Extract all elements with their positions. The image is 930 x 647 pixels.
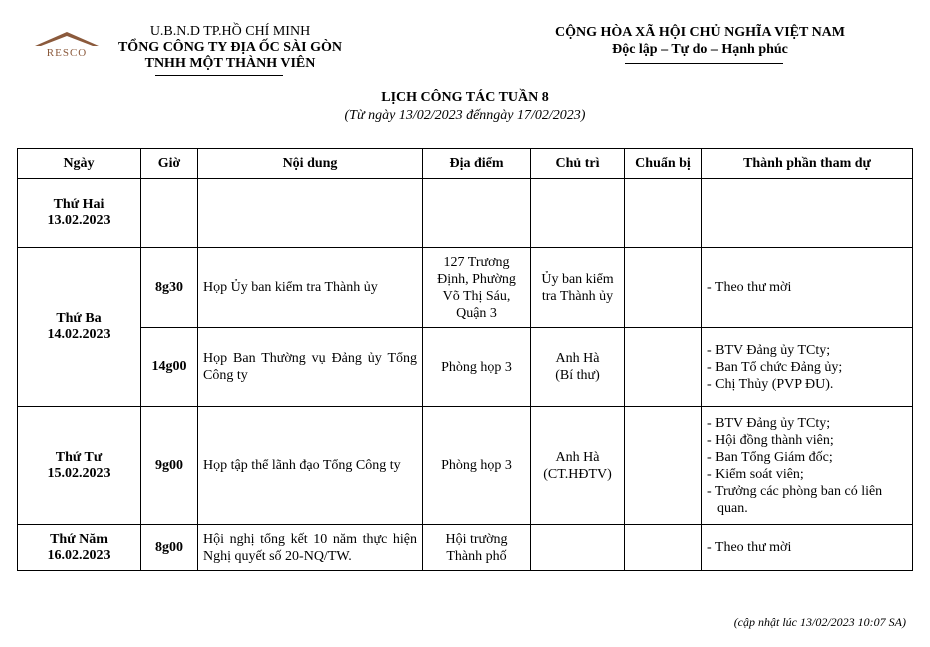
place-cell: 127 Trương Định, Phường Võ Thị Sáu, Quận 3 <box>423 248 531 328</box>
header-content: Nội dung <box>198 149 423 179</box>
prep-cell <box>625 248 702 328</box>
motto-underline <box>625 63 783 64</box>
table-header-row <box>18 149 913 179</box>
org-line-2: TỔNG CÔNG TY ĐỊA ỐC SÀI GÒN <box>117 40 343 55</box>
time-cell: 14g00 <box>141 328 198 407</box>
time-cell: 8g30 <box>141 248 198 328</box>
table-row <box>18 328 913 407</box>
day-name: Thứ Hai <box>53 197 105 212</box>
attendee-item: quan. <box>717 500 748 516</box>
attendee-item: - Kiểm soát viên; <box>707 466 804 482</box>
attendee-item: - Theo thư mời <box>707 540 792 555</box>
resco-logo <box>33 28 101 60</box>
prep-cell <box>625 179 702 248</box>
place-cell <box>423 179 531 248</box>
document-title: LỊCH CÔNG TÁC TUẦN 8 <box>381 90 549 105</box>
attendees-cell <box>702 525 913 571</box>
logo-text: RESCO <box>46 47 88 59</box>
chair-name: Anh Hà <box>555 449 600 465</box>
place-cell: Hội trường Thành phố <box>423 525 531 571</box>
chair-cell <box>531 328 625 407</box>
prep-cell <box>625 407 702 525</box>
org-underline <box>155 75 283 76</box>
org-line-3: TNHH MỘT THÀNH VIÊN <box>144 56 316 71</box>
table-row <box>18 407 913 525</box>
prep-cell <box>625 328 702 407</box>
header-chair: Chủ trì <box>531 149 625 179</box>
document-subtitle: (Từ ngày 13/02/2023 đếnngày 17/02/2023) <box>344 108 586 123</box>
chair-cell: Ủy ban kiểm tra Thành ủy <box>531 248 625 328</box>
org-line-1: U.B.N.D TP.HỒ CHÍ MINH <box>149 24 311 39</box>
national-header <box>540 24 860 58</box>
chair-cell <box>531 179 625 248</box>
day-date: 15.02.2023 <box>47 465 111 481</box>
header-attendees: Thành phần tham dự <box>702 149 913 179</box>
time-cell: 8g00 <box>141 525 198 571</box>
content-cell: Họp tập thể lãnh đạo Tổng Công ty <box>198 407 423 525</box>
attendee-item: - BTV Đảng ủy TCty; <box>707 415 831 431</box>
attendees-cell <box>702 248 913 328</box>
chair-role: (Bí thư) <box>555 368 600 383</box>
header-prep: Chuẩn bị <box>625 149 702 179</box>
table-row <box>18 179 913 248</box>
time-cell: 9g00 <box>141 407 198 525</box>
attendees-cell <box>702 407 913 525</box>
national-title: CỘNG HÒA XÃ HỘI CHỦ NGHĨA VIỆT NAM <box>554 25 845 40</box>
day-cell <box>18 407 141 525</box>
day-date: 16.02.2023 <box>47 547 111 563</box>
attendee-item: - Theo thư mời <box>707 280 792 295</box>
time-cell <box>141 179 198 248</box>
attendee-item: - Trưởng các phòng ban có liên <box>707 483 883 499</box>
chair-role: (CT.HĐTV) <box>543 466 612 482</box>
day-cell <box>18 248 141 407</box>
table-row <box>18 525 913 571</box>
day-cell <box>18 179 141 248</box>
attendee-item: - BTV Đảng ủy TCty; <box>707 342 831 358</box>
content-cell: Hội nghị tổng kết 10 năm thực hiện Nghị quyết số 20-NQ/TW. <box>198 525 423 571</box>
chair-cell <box>531 525 625 571</box>
content-cell: Họp Ủy ban kiểm tra Thành ủy <box>198 248 423 328</box>
table-row <box>18 248 913 328</box>
day-name: Thứ Năm <box>50 531 108 547</box>
header-place: Địa điểm <box>423 149 531 179</box>
schedule-table <box>17 148 913 571</box>
national-motto: Độc lập – Tự do – Hạnh phúc <box>612 42 788 57</box>
day-cell <box>18 525 141 571</box>
update-timestamp: (cập nhật lúc 13/02/2023 10:07 SA) <box>733 615 906 629</box>
organization-header <box>110 24 350 72</box>
place-cell: Phòng họp 3 <box>423 328 531 407</box>
header-day: Ngày <box>18 149 141 179</box>
attendee-item: - Chị Thủy (PVP ĐU). <box>707 376 834 392</box>
day-date: 13.02.2023 <box>47 213 111 228</box>
place-cell: Phòng họp 3 <box>423 407 531 525</box>
day-name: Thứ Ba <box>56 311 102 326</box>
day-date: 14.02.2023 <box>47 327 111 342</box>
content-cell <box>198 179 423 248</box>
attendee-item: - Ban Tổ chức Đảng ủy; <box>707 359 843 375</box>
attendees-cell <box>702 179 913 248</box>
prep-cell <box>625 525 702 571</box>
attendees-cell <box>702 328 913 407</box>
attendee-item: - Ban Tổng Giám đốc; <box>707 449 833 465</box>
content-cell: Họp Ban Thường vụ Đảng ủy Tổng Công ty <box>198 328 423 407</box>
chair-cell <box>531 407 625 525</box>
attendee-item: - Hội đồng thành viên; <box>707 432 834 448</box>
header-time: Giờ <box>141 149 198 179</box>
chair-name: Anh Hà <box>555 351 600 366</box>
day-name: Thứ Tư <box>55 449 103 465</box>
